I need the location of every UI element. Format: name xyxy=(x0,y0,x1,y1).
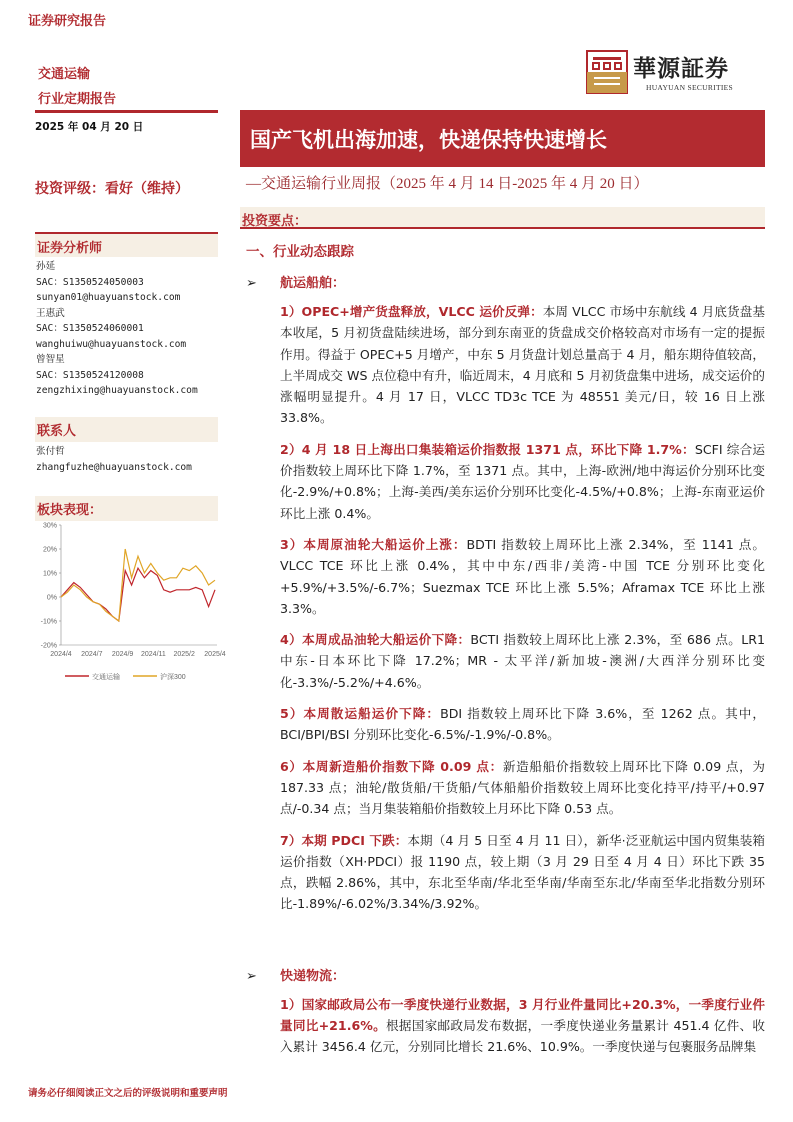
analyst-sac: SAC：S1350524050003 xyxy=(36,276,144,288)
performance-title: 板块表现： xyxy=(35,496,218,521)
chart-legend xyxy=(65,672,186,681)
item-body: 新造船船价指数较上周环比下降 0.09 点，为 187.33 点；油轮/散货船/干货船/气体船船价指数较上周环比变化持平/持平/+0.97 点/-0.34 点；当月集装箱船价指数较上月环比下降 0.53 点。 xyxy=(280,758,765,817)
legend-label-csi300: 沪深300 xyxy=(160,674,186,681)
contact-section xyxy=(35,417,218,475)
shipping-item xyxy=(280,301,765,429)
shipping-item xyxy=(280,534,765,619)
analyst-name: 孙延 xyxy=(36,261,56,272)
x-tick-label: 2024/4 xyxy=(50,651,72,658)
shipping-item xyxy=(280,830,765,915)
bullet-arrow-icon: ➢ xyxy=(246,276,257,291)
industry-name: 交通运输 xyxy=(38,67,91,82)
item-lead: 1）国家邮政局公布一季度快递行业数据，3 月行业件量同比+20.3%，一季度行业件量同比+21.6%。 xyxy=(280,996,765,1034)
y-tick-label: 10% xyxy=(42,570,57,578)
logo-english: HUAYUAN SECURITIES xyxy=(646,83,734,92)
y-tick-label: 30% xyxy=(42,522,57,530)
logo-text: 華源証券 xyxy=(633,55,729,82)
bullet-arrow-icon: ➢ xyxy=(246,968,257,984)
y-tick-label: -10% xyxy=(40,618,57,626)
item-body: 本期（4 月 5 日至 4 月 11 日），新华·泛亚航运中国内贸集装箱运价指数（XH·PDCI）报 1190 点，较上期（3 月 29 日至 4 月 4 日）环比下跌 35 点，跌幅 2.86%，其中，东北至华南/华北至华南/华南至东北/华南至华北指数分别环比-1.89%/-6.02%/3.34%/3.92%。 xyxy=(280,832,765,912)
analyst-sac: SAC：S1350524060001 xyxy=(36,323,144,334)
logo-mark-icon xyxy=(586,50,628,94)
legend-label-transport: 交通运输 xyxy=(92,674,120,681)
shipping-heading xyxy=(246,272,765,291)
item-body: SCFI 综合运价指数较上周环比下降 1.7%，至 1371 点。其中，上海-欧洲/地中海运价分别环比变化-2.9%/+0.8%；上海-美西/美东运价分别环比变化-4.5%/+0.8%；上海-东南亚运价环比上涨 0.4%。 xyxy=(280,441,766,521)
item-lead: 4）本周成品油轮大船运价下降： xyxy=(280,632,471,648)
item-lead: 2）4 月 18 日上海出口集装箱运价指数报 1371 点，环比下降 1.7%： xyxy=(280,441,695,457)
report-type: 行业定期报告 xyxy=(38,92,117,107)
item-lead: 6）本周新造船价指数下降 0.09 点： xyxy=(280,758,503,774)
investment-rating: 投资评级：看好（维持） xyxy=(35,181,189,197)
report-subtitle: —交通运输行业周报（2025 年 4 月 14 日-2025 年 4 月 20 日） xyxy=(246,176,649,192)
analyst-sac: SAC：S1350524120008 xyxy=(36,369,144,381)
analysts-section xyxy=(35,232,218,399)
express-item xyxy=(280,994,765,1058)
analyst-name: 曾智星 xyxy=(36,354,65,365)
item-lead: 1）OPEC+增产货盘释放，VLCC 运价反弹： xyxy=(280,304,543,319)
document-type-label: 证券研究报告 xyxy=(28,14,107,29)
series-line-csi300 xyxy=(61,549,215,621)
y-tick-label: 0% xyxy=(46,594,57,602)
analysts-title: 证券分析师 xyxy=(35,232,218,257)
item-body: BDTI 指数较上周环比上涨 2.34%，至 1141 点。VLCC TCE 环比上涨 0.4%，其中中东/西非/美湾-中国 TCE 分别环比变化+5.9%/+3.5%/-6.7%；Suezmax TCE 环比上涨 5.5%；Aframax TCE 环比上涨 3.3%。 xyxy=(280,536,765,616)
contact-email[interactable]: zhangfuzhe@huayuanstock.com xyxy=(36,461,192,473)
contact-title: 联系人 xyxy=(35,417,218,442)
x-tick-label: 2024/9 xyxy=(111,651,134,658)
sector-performance-chart xyxy=(25,520,235,690)
express-title: 快递物流： xyxy=(280,968,346,984)
item-body: BCTI 指数较上周环比上涨 2.3%，至 686 点。LR1 中东-日本环比下降 17.2%；MR - 太平洋/新加坡-澳洲/大西洋分别环比变化-3.3%/-5.2%/+4.6%。 xyxy=(280,632,765,690)
divider xyxy=(35,110,218,113)
y-tick-label: 20% xyxy=(42,546,57,554)
shipping-item xyxy=(280,703,765,746)
y-tick-label: -20% xyxy=(40,642,57,650)
item-lead: 3）本周原油轮大船运价上涨： xyxy=(280,536,467,552)
report-title: 国产飞机出海加速，快递保持快速增长 xyxy=(240,110,765,167)
analyst-email[interactable]: zengzhixing@huayuanstock.com xyxy=(36,385,198,396)
disclaimer-footer: 请务必仔细阅读正文之后的评级说明和重要声明 xyxy=(28,1088,228,1099)
item-body: BDI 指数较上周环比下降 3.6%，至 1262 点。其中，BCI/BPI/BSI 分别环比变化-6.5%/-1.9%/-0.8%。 xyxy=(280,706,766,743)
item-lead: 5）本周散运船运价下降： xyxy=(280,706,441,722)
main-content xyxy=(246,240,765,1068)
key-points-header: 投资要点： xyxy=(240,207,765,229)
shipping-item xyxy=(280,756,765,820)
spacer xyxy=(246,925,765,965)
industry-label xyxy=(38,62,116,112)
express-heading xyxy=(246,965,765,984)
analyst-email[interactable]: wanghuiwu@huayuanstock.com xyxy=(36,338,187,350)
section-title: 一、行业动态跟踪 xyxy=(246,244,354,260)
x-tick-label: 2024/7 xyxy=(81,651,103,658)
report-date: 2025 年 04 月 20 日 xyxy=(35,121,144,133)
huayuan-logo xyxy=(586,50,746,96)
item-body: 根据国家邮政局发布数据，一季度快递业务量累计 451.4 亿件、收入累计 3456.4 亿元，分别同比增长 21.6%、10.9%。一季度快递与包裹服务品牌集 xyxy=(280,1018,766,1055)
performance-section xyxy=(35,496,218,521)
shipping-item xyxy=(280,629,765,693)
item-lead: 7）本期 PDCI 下跌： xyxy=(280,832,408,848)
contact-name: 张付哲 xyxy=(36,446,65,457)
shipping-item xyxy=(280,439,765,524)
item-body: 本周 VLCC 市场中东航线 4 月底货盘基本收尾，5 月初货盘陆续进场，部分到东南亚的货盘成交价格较高对市场有一定的提振作用。得益于 OPEC+5 月增产，中东 5 月货盘计划总量高于 4 月，船东期待值较高，上半周成交 WS 点位稳中有升，临近周末，4 月底和 5 月初货盘集中进场，成交运价的涨幅明显提升。4 月 17 日，VLCC TD3c TCE 为 48551 美元/日，较 16 日上涨 33.8%。 xyxy=(280,304,765,426)
x-tick-label: 2025/4 xyxy=(204,651,226,658)
shipping-title: 航运船舶： xyxy=(280,276,346,291)
analyst-name: 王惠武 xyxy=(36,307,65,319)
x-tick-label: 2024/11 xyxy=(141,651,166,658)
analyst-email[interactable]: sunyan01@huayuanstock.com xyxy=(36,292,181,303)
x-tick-label: 2025/2 xyxy=(173,651,195,658)
